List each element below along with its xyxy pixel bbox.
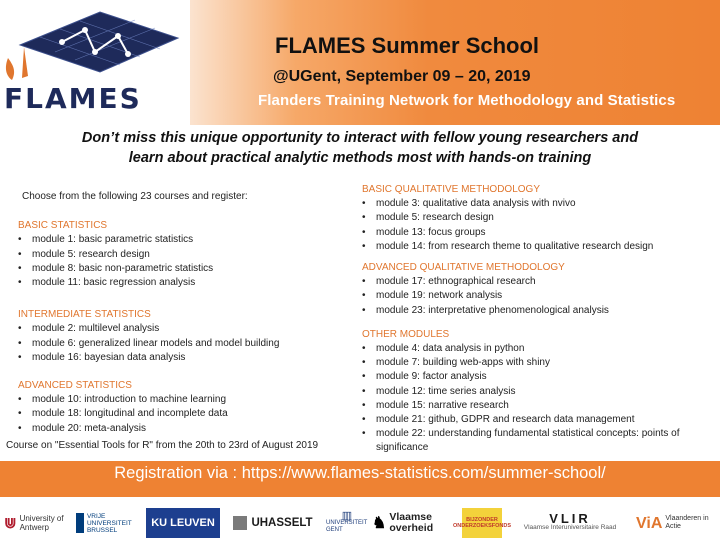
module-item: • module 10: introduction to machine learning	[18, 393, 358, 407]
module-item: • module 5: research design	[18, 248, 358, 262]
module-item: • module 17: ethnographical research	[362, 275, 712, 289]
left-column	[18, 190, 358, 450]
module-item: • module 7: building web-apps with shiny	[362, 356, 712, 370]
uhasselt-logo: UHASSELT	[226, 508, 320, 538]
module-item: • module 21: github, GDPR and research data management	[362, 413, 712, 427]
section-other-modules	[362, 328, 712, 456]
r-course-note: Course on "Essential Tools for R" from the 20th to 23rd of August 2019	[6, 440, 319, 451]
flames-logo	[0, 0, 190, 125]
section-title: BASIC QUALITATIVE METHODOLOGY	[362, 184, 540, 195]
page-title: FLAMES Summer School	[275, 33, 540, 58]
vlaanderen-in-actie-logo: ViA Vlaanderen in Actie	[636, 514, 709, 532]
section-basic-qualitative	[362, 183, 712, 254]
module-item: • module 19: network analysis	[362, 289, 712, 303]
module-item: • module 15: narrative research	[362, 399, 712, 413]
section-title: INTERMEDIATE STATISTICS	[18, 309, 151, 321]
module-item: • module 22: understanding fundamental statistical concepts: points of significance	[362, 427, 712, 455]
ugent-logo: ▥ UNIVERSITEIT GENT	[326, 509, 368, 533]
kuleuven-logo: KU LEUVEN	[146, 508, 220, 538]
section-title: OTHER MODULES	[362, 328, 450, 340]
module-item: • module 8: basic non-parametric statistics	[18, 262, 358, 276]
module-item: • module 18: longitudinal and incomplete data	[18, 407, 358, 421]
choose-instruction: Choose from the following 23 courses and register:	[22, 191, 248, 202]
module-item: • module 2: multilevel analysis	[18, 322, 358, 336]
module-item: • module 1: basic parametric statistics	[18, 233, 358, 247]
module-item: • module 6: generalized linear models and model building	[18, 337, 358, 351]
antwerp-icon: ⋓	[4, 514, 17, 532]
partner-logos	[0, 500, 720, 540]
section-advanced-qualitative	[362, 261, 712, 318]
vub-logo: VRIJE UNIVERSITEIT BRUSSEL	[76, 508, 142, 538]
logo-wordmark: FLAMES	[4, 82, 142, 115]
vlaamse-overheid-logo: ♞ Vlaamse overheid	[372, 511, 434, 534]
lion-icon: ♞	[372, 514, 387, 532]
uhasselt-icon	[233, 516, 247, 530]
module-item: • module 9: factor analysis	[362, 370, 712, 384]
ugent-icon: ▥	[341, 509, 353, 522]
section-intermediate-statistics	[18, 308, 358, 365]
section-title: ADVANCED QUALITATIVE METHODOLOGY	[362, 262, 565, 274]
antwerp-logo: ⋓ University of Antwerp	[4, 514, 64, 532]
vlir-logo: VLIR Vlaamse Interuniversitaire Raad	[523, 511, 617, 531]
module-item: • module 3: qualitative data analysis with nvivo	[362, 197, 712, 211]
module-item: • module 16: bayesian data analysis	[18, 351, 358, 365]
module-item: • module 14: from research theme to qualitative research design	[362, 240, 712, 254]
section-advanced-statistics	[18, 379, 358, 436]
module-item: • module 13: focus groups	[362, 226, 712, 240]
section-title: ADVANCED STATISTICS	[18, 380, 132, 392]
registration-link[interactable]: Registration via : https://www.flames-statistics.com/summer-school/	[114, 464, 606, 482]
module-item: • module 4: data analysis in python	[362, 342, 712, 356]
section-basic-statistics	[18, 219, 358, 290]
module-item: • module 23: interpretative phenomenological analysis	[362, 304, 712, 318]
section-title: BASIC STATISTICS	[18, 220, 108, 232]
module-item: • module 20: meta-analysis	[18, 422, 358, 436]
intro-text: Don’t miss this unique opportunity to interact with fellow young researchers and learn about practical analytic methods most with hands-on training	[81, 130, 639, 166]
network-tagline: Flanders Training Network for Methodology and Statistics	[258, 92, 676, 109]
bijzonder-onderzoeksfonds-logo: BIJZONDER ONDERZOEKSFONDS	[462, 508, 502, 538]
module-item: • module 5: research design	[362, 211, 712, 225]
page-subtitle: @UGent, September 09 – 20, 2019	[273, 68, 531, 85]
vub-icon	[76, 513, 84, 533]
module-item: • module 12: time series analysis	[362, 385, 712, 399]
module-item: • module 11: basic regression analysis	[18, 276, 358, 290]
via-icon: ViA	[636, 514, 663, 532]
right-column	[362, 183, 712, 463]
